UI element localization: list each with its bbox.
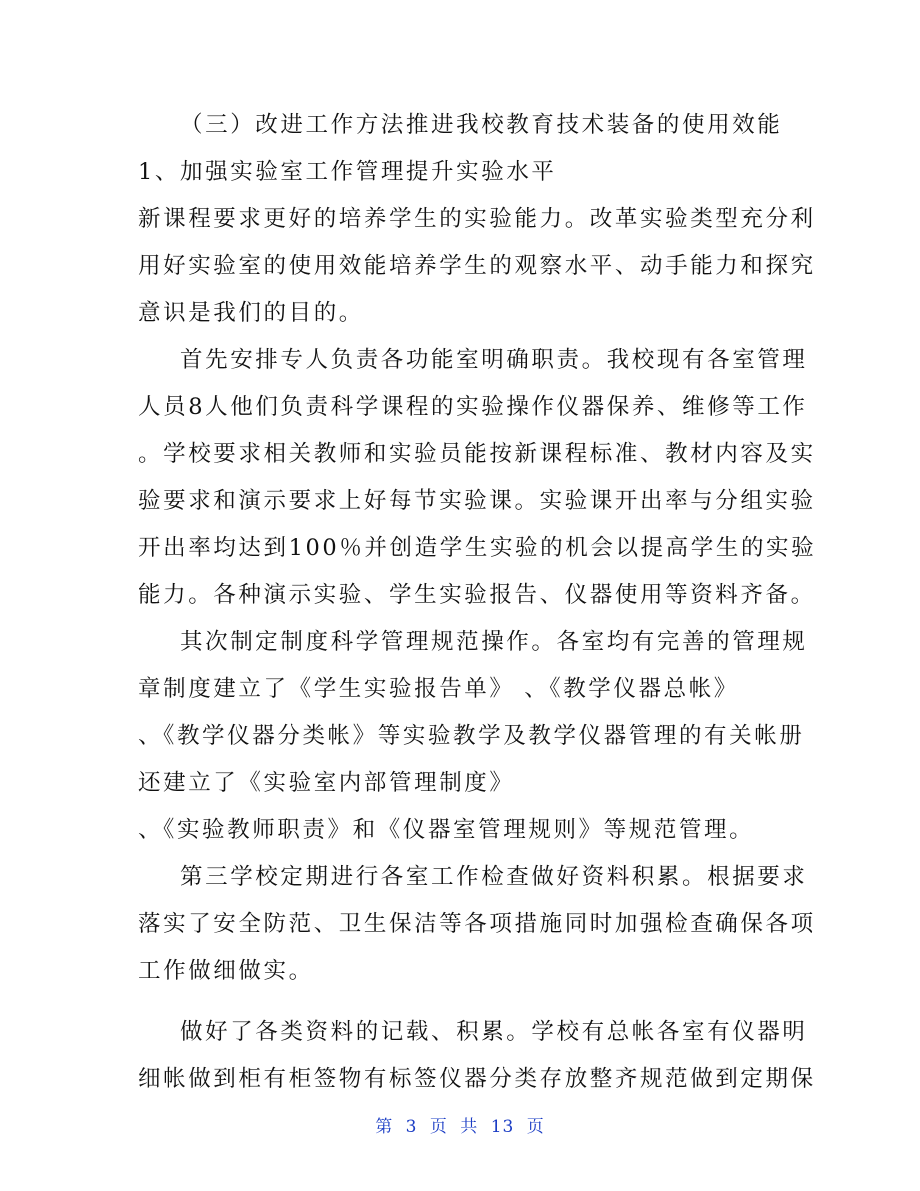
section-heading: （三）改进工作方法推进我校教育技术装备的使用效能: [180, 112, 783, 138]
paragraph-line: 工作做细做实。: [138, 958, 314, 984]
page-number-footer: 第 3 页 共 13 页: [375, 1117, 545, 1137]
paragraph-line: 用好实验室的使用效能培养学生的观察水平、动手能力和探究: [138, 253, 816, 279]
paragraph-line: 。学校要求相关教师和实验员能按新课程标准、教材内容及实: [138, 441, 816, 467]
paragraph-line: 其次制定制度科学管理规范操作。各室均有完善的管理规: [180, 629, 808, 655]
subsection-heading: 1、加强实验室工作管理提升实验水平: [138, 159, 557, 185]
paragraph-line: 细帐做到柜有柜签物有标签仪器分类存放整齐规范做到定期保: [138, 1066, 816, 1092]
paragraph-line: 第三学校定期进行各室工作检查做好资料积累。根据要求: [180, 864, 808, 890]
paragraph-line: 、《教学仪器分类帐》等实验教学及教学仪器管理的有关帐册: [138, 723, 805, 749]
paragraph-line: 开出率均达到100％并创造学生实验的机会以提高学生的实验: [138, 535, 817, 561]
paragraph-line: 验要求和演示要求上好每节实验课。实验课开出率与分组实验: [138, 488, 816, 514]
paragraph-line: 、《实验教师职责》和《仪器室管理规则》等规范管理。: [138, 817, 755, 843]
paragraph-line: 还建立了《实验室内部管理制度》: [138, 770, 515, 796]
paragraph-line: 章制度建立了《学生实验报告单》 、《教学仪器总帐》: [138, 676, 739, 702]
paragraph-line: 人员8人他们负责科学课程的实验操作仪器保养、维修等工作: [138, 394, 808, 420]
paragraph-line: 意识是我们的目的。: [138, 300, 364, 326]
paragraph-line: 能力。各种演示实验、学生实验报告、仪器使用等资料齐备。: [138, 582, 816, 608]
paragraph-line: 新课程要求更好的培养学生的实验能力。改革实验类型充分利: [138, 206, 816, 232]
paragraph-line: 首先安排专人负责各功能室明确职责。我校现有各室管理: [180, 347, 808, 373]
paragraph-line: 做好了各类资料的记载、积累。学校有总帐各室有仪器明: [180, 1019, 808, 1045]
paragraph-line: 落实了安全防范、卫生保洁等各项措施同时加强检查确保各项: [138, 911, 816, 937]
